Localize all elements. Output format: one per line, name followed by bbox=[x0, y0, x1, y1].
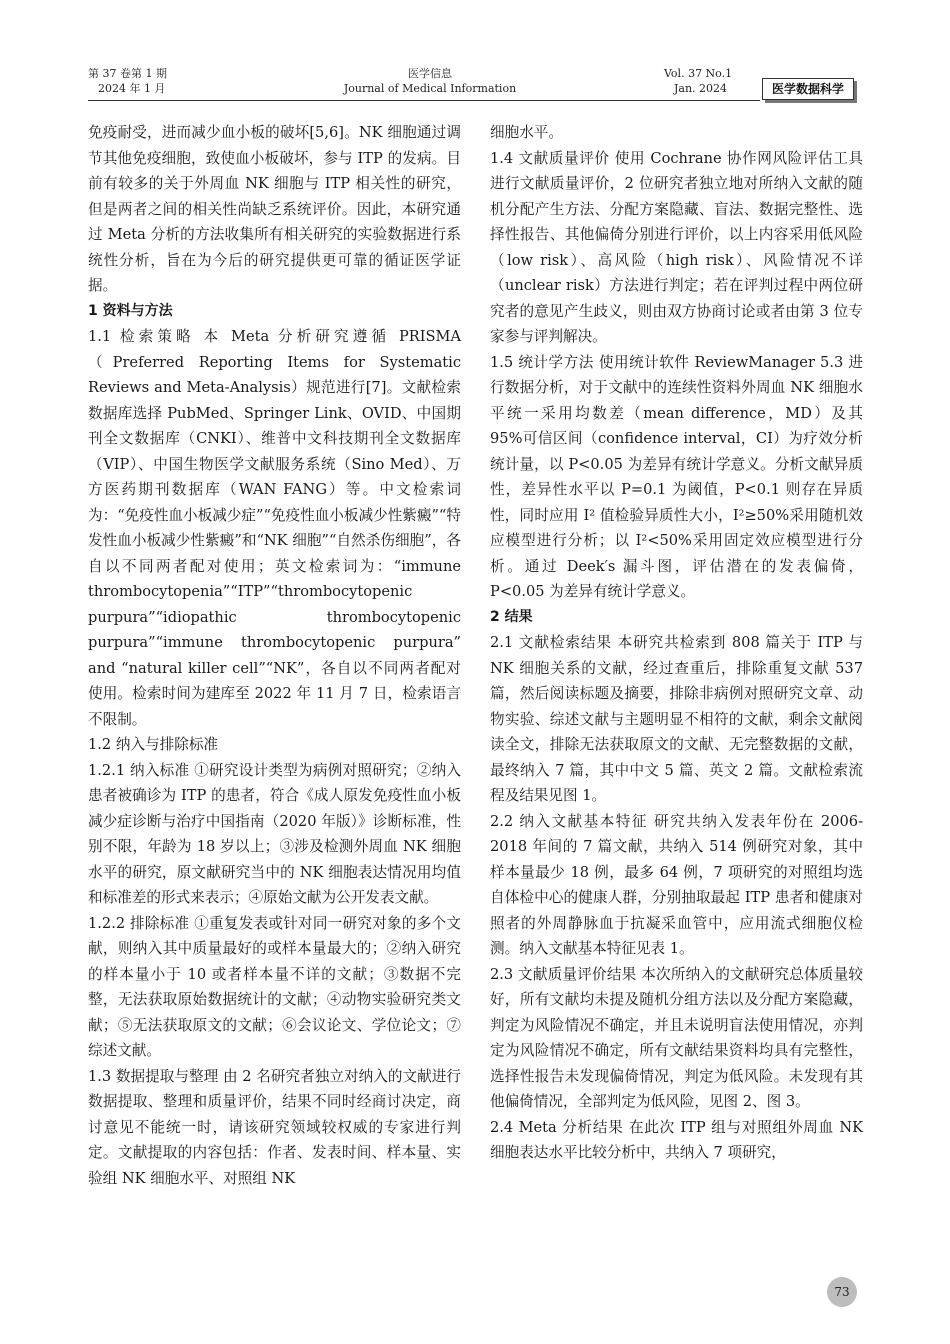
paragraph-study-characteristics: 2.2 纳入文献基本特征 研究共纳入发表年份在 2006-2018 年间的 7 篇文献，共纳入 514 例研究对象，其中样本量最少 18 例，最多 64 例，7 项研究的对照组均选自体检中心的健康人群，分别抽取最起 ITP 患者和健康对照者的外周静脉血于抗凝采血管中，应用流式细胞仪检测。纳入文献基本特征见表 1。 bbox=[490, 812, 863, 957]
section-heading-results: 2 结果 bbox=[490, 608, 533, 625]
journal-title-en: Journal of Medical Information bbox=[343, 82, 517, 95]
header-right bbox=[664, 66, 732, 96]
header-center bbox=[330, 66, 530, 96]
paragraph-continuation: 细胞水平。 bbox=[490, 124, 563, 141]
paragraph-inclusion: 1.2.1 纳入标准 ①研究设计类型为病例对照研究；②纳入患者被确诊为 ITP 的患者，符合《成人原发免疫性血小板减少症诊断与治疗中国指南（2020 年版）》诊断标准，性别不限，年龄为 18 岁以上；③涉及检测外周血 NK 细胞水平的研究，原文献研究当中的 NK 细胞表达情况用均值和标准差的形式来表示；④原始文献为公开发表文献。 bbox=[88, 761, 461, 906]
publication-date-en: Jan. 2024 bbox=[674, 82, 728, 95]
paragraph-meta-analysis: 2.4 Meta 分析结果 在此次 ITP 组与对照组外周血 NK 细胞表达水平比较分析中，共纳入 7 项研究， bbox=[490, 1118, 863, 1161]
page-number: 73 bbox=[827, 1277, 857, 1307]
header-rule bbox=[88, 100, 760, 101]
section-heading-methods: 1 资料与方法 bbox=[88, 302, 173, 319]
left-column bbox=[88, 120, 461, 1191]
intro-paragraph: 免疫耐受，进而减少血小板的破坏[5,6]。NK 细胞通过调节其他免疫细胞，致使血小板破坏，参与 ITP 的发病。目前有较多的关于外周血 NK 细胞与 ITP 相关性的研究，但是两者之间的相关性尚缺乏系统评价。因此，本研究通过 Meta 分析的方法收集所有相关研究的实验数据进行系统性分析，旨在为今后的研究提供更可靠的循证医学证据。 bbox=[88, 124, 461, 294]
header-left bbox=[88, 66, 167, 96]
paragraph-quality-assessment: 1.4 文献质量评价 使用 Cochrane 协作网风险评估工具进行文献质量评价，2 位研究者独立地对所纳入文献的随机分配产生方法、分配方案隐藏、盲法、数据完整性、选择性报告、其他偏倚分别进行评价，以上内容采用低风险（low risk）、高风险（high risk）、风险情况不详（unclear risk）方法进行判定；若在评判过程中两位研究者的意见产生歧义，则由双方协商讨论或者由第 3 位专家参与评判解决。 bbox=[490, 149, 863, 345]
subheading-criteria: 1.2 纳入与排除标准 bbox=[88, 736, 219, 753]
journal-title-cn: 医学信息 bbox=[408, 67, 452, 80]
volume-issue: 第 37 卷第 1 期 bbox=[88, 67, 167, 80]
section-tag: 医学数据科学 bbox=[762, 78, 854, 100]
paragraph-search-results: 2.1 文献检索结果 本研究共检索到 808 篇关于 ITP 与 NK 细胞关系的文献，经过查重后，排除重复文献 537 篇，然后阅读标题及摘要，排除非病例对照研究文章、动物实验、综述文献与主题明显不相符的文献，剩余文献阅读全文，排除无法获取原文的文献、无完整数据的文献，最终纳入 7 篇，其中中文 5 篇、英文 2 篇。文献检索流程及结果见图 1。 bbox=[490, 634, 863, 804]
volume-issue-en: Vol. 37 No.1 bbox=[664, 67, 733, 80]
paragraph-statistics: 1.5 统计学方法 使用统计软件 ReviewManager 5.3 进行数据分析，对于文献中的连续性资料外周血 NK 细胞水平统一采用均数差（mean difference，MD）及其 95%可信区间（confidence interval，CI）为疗效分析统计量，以 P<0.05 为差异有统计学意义。分析文献异质性，差异性水平以 P=0.1 为阈值，P<0.1 则存在异质性，同时应用 I² 值检验异质性大小，I²≥50%采用随机效应模型进行分析；以 I²<50%采用固定效应模型进行分析。通过 Deek′s 漏斗图，评估潜在的发表偏倚，P<0.05 为差异有统计学意义。 bbox=[490, 353, 863, 600]
publication-date: 2024 年 1 月 bbox=[98, 82, 166, 95]
paragraph-quality-results: 2.3 文献质量评价结果 本次所纳入的文献研究总体质量较好，所有文献均未提及随机分组方法以及分配方案隐藏，判定为风险情况不确定，并且未说明盲法使用情况，亦判定为风险情况不确定，所有文献结果资料均具有完整性，选择性报告未发现偏倚情况，判定为低风险。未发现有其他偏倚情况，全部判定为低风险，见图 2、图 3。 bbox=[490, 965, 863, 1110]
right-column bbox=[490, 120, 863, 1166]
paragraph-exclusion: 1.2.2 排除标准 ①重复发表或针对同一研究对象的多个文献，则纳入其中质量最好的或样本量最大的；②纳入研究的样本量小于 10 或者样本量不详的文献；③数据不完整，无法获取原始数据统计的文献；④动物实验研究类文献；⑤无法获取原文的文献；⑥会议论文、学位论文；⑦综述文献。 bbox=[88, 914, 461, 1059]
paragraph-search-strategy: 1.1 检索策略 本 Meta 分析研究遵循 PRISMA（Preferred Reporting Items for Systematic Reviews and Meta-Analysis）规范进行[7]。文献检索数据库选择 PubMed、Springer Link、OVID、中国期刊全文数据库（CNKI）、维普中文科技期刊全文数据库（VIP）、中国生物医学文献服务系统（Sino Med）、万方医药期刊数据库（WAN FANG）等。中文检索词为：“免疫性血小板减少症”“免疫性血小板减少性紫癜”“特发性血小板减少性紫癜”和“NK 细胞”“自然杀伤细胞”，各自以不同两者配对使用；英文检索词为：“immune thrombocytopenia”“ITP”“thrombocytopenic purpura”“idiopathic thrombocytopenic purpura”“immune thrombocytopenic purpura” and “natural killer cell”“NK”，各自以不同两者配对使用。检索时间为建库至 2022 年 11 月 7 日，检索语言不限制。 bbox=[88, 328, 461, 728]
paragraph-data-extraction: 1.3 数据提取与整理 由 2 名研究者独立对纳入的文献进行数据提取、整理和质量评价，结果不同时经商讨决定，商讨意见不能统一时，请该研究领域较权威的专家进行判定。文献提取的内容包括：作者、发表时间、样本量、实验组 NK 细胞水平、对照组 NK bbox=[88, 1067, 461, 1187]
